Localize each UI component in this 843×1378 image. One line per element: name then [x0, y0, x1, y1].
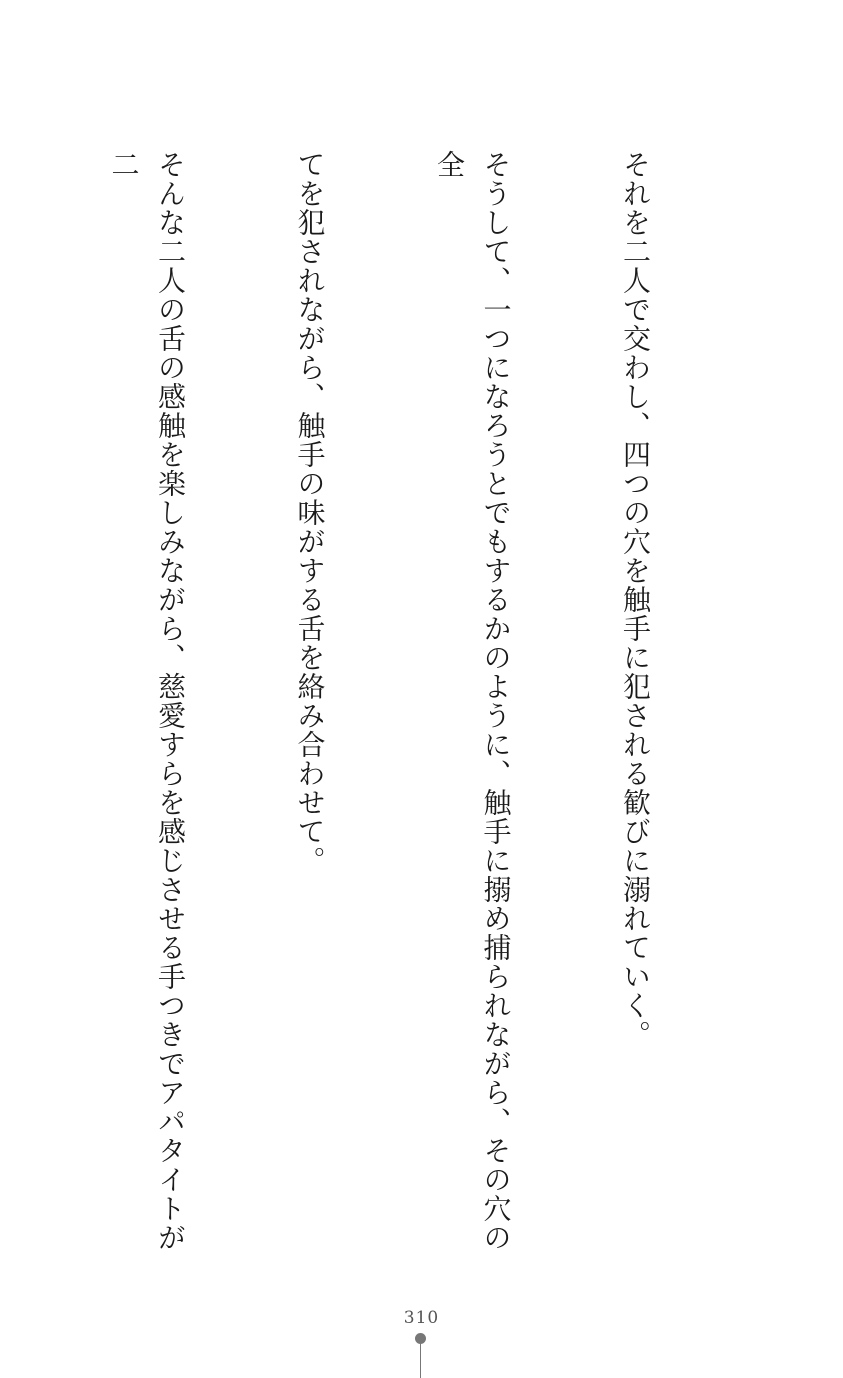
text-line: そうして、一つになろうとでもするかのように、触手に搦め捕られながら、その穴の全 [433, 150, 513, 1252]
text-line: それを二人で交わし、四つの穴を触手に犯される歓びに溺れていく。 [619, 150, 652, 1049]
page-marker-dot [415, 1333, 426, 1344]
text-line: てを犯されながら、触手の味がする舌を絡み合わせて。 [293, 150, 327, 875]
body-text [0, 150, 751, 1270]
page-marker-line [420, 1344, 421, 1378]
text-line [0, 150, 7, 1270]
page-number: 310 [403, 1308, 440, 1328]
text-line: そんな二人の舌の感触を楽しみながら、慈愛すらを感じさせる手つきでアパタイトが二 [107, 150, 187, 1252]
